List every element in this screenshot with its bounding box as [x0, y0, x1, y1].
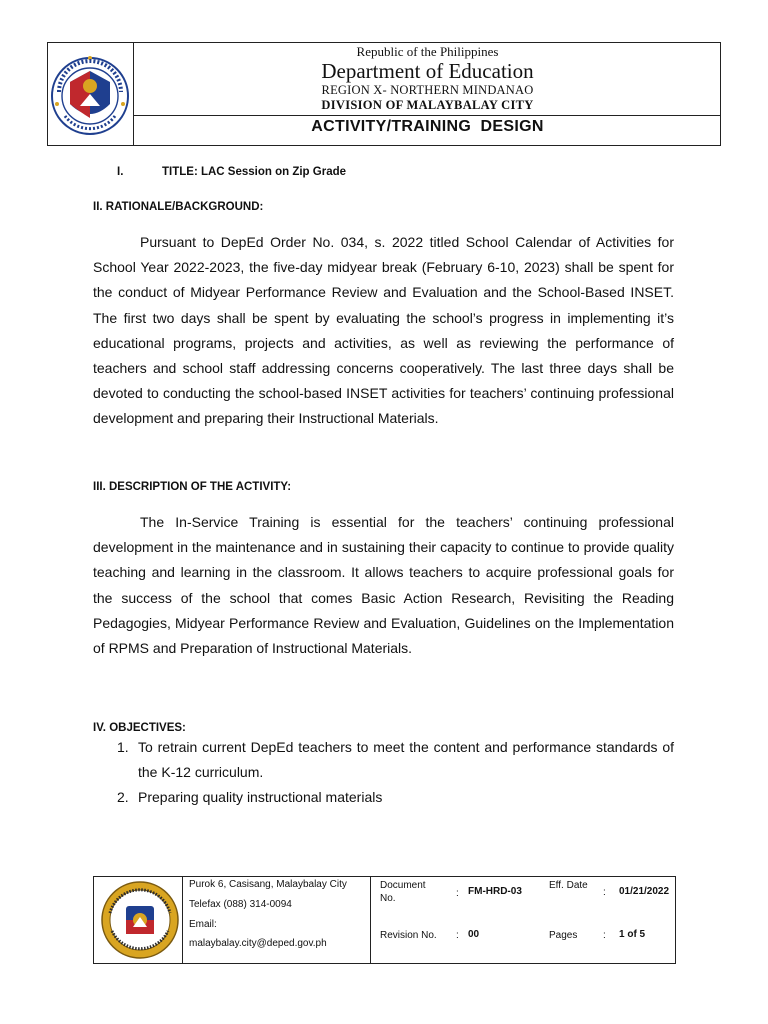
- document-no-colon: :: [456, 888, 459, 899]
- document-title: ACTIVITY/TRAINING DESIGN: [311, 118, 544, 135]
- eff-date-label: Eff. Date: [549, 880, 588, 891]
- footer-telefax: Telefax (088) 314-0094: [189, 899, 292, 910]
- revision-value: 00: [468, 929, 480, 940]
- objective-number: 1.: [117, 739, 129, 755]
- footer-address: Purok 6, Casisang, Malaybalay City: [189, 879, 347, 890]
- header-divider: [134, 115, 721, 116]
- pages-label: Pages: [549, 930, 578, 941]
- division-seal-icon: [100, 879, 180, 961]
- header-division: DIVISION OF MALAYBALAY CITY: [321, 98, 534, 112]
- description-paragraph: [93, 510, 674, 661]
- footer-divider: [182, 876, 183, 964]
- header-logo-cell: [47, 42, 134, 146]
- document-no-value: FM-HRD-03: [468, 886, 522, 897]
- objective-text: To retrain current DepEd teachers to meet the content and performance standards of the K-12 curriculum.: [138, 739, 674, 780]
- deped-seal-icon: [47, 42, 134, 146]
- footer-email-label: Email:: [189, 919, 217, 930]
- footer-email: malaybalay.city@deped.gov.ph: [189, 938, 327, 949]
- revision-colon: :: [456, 930, 459, 941]
- description-heading: III. DESCRIPTION OF THE ACTIVITY:: [93, 481, 292, 493]
- objective-item: [117, 735, 674, 785]
- revision-label: Revision No.: [380, 930, 437, 941]
- rationale-text: Pursuant to DepEd Order No. 034, s. 2022 titled School Calendar of Activities for School Year 2022-2023, the five-day midyear break (February 6-10, 2023) shall be spent for the conduct of Midyear Performance Review and Evaluation and the School-Based INSET. The first two days shall be spent by evaluating the school’s progress in implementing it’s educational programs, projects and activities, as well as reviewing the performance of teachers and school staff addressing concerns cooperatively. The last three days shall be devoted to conducting the school-based INSET activities for teachers’ continuing professional development and preparing their Instructional Materials.: [93, 234, 674, 427]
- title-section-number: I.: [117, 166, 124, 178]
- header-region: REGION X- NORTHERN MINDANAO: [321, 83, 534, 97]
- header-department: Department of Education: [321, 59, 534, 83]
- eff-date-value: 01/21/2022: [619, 886, 670, 897]
- document-no-label: Document No.: [380, 880, 426, 904]
- pages-colon: :: [603, 930, 606, 941]
- objective-number: 2.: [117, 789, 129, 805]
- rationale-paragraph: [93, 230, 674, 432]
- objectives-heading: IV. OBJECTIVES:: [93, 722, 186, 734]
- description-text: The In-Service Training is essential for the teachers’ continuing professional development in the maintenance and in sustaining their capacity to continue to provide quality teaching and learning in the classroom. It allows teachers to acquire professional goals for the success of the school that comes Basic Action Research, Revisiting the Reading Pedagogies, Midyear Performance Review and Evaluation, Guidelines on the Implementation of RPMS and Preparation of Instructional Materials.: [93, 514, 674, 657]
- eff-date-colon: :: [603, 887, 606, 898]
- objective-item: [117, 785, 674, 810]
- footer-divider: [370, 876, 371, 964]
- rationale-heading: II. RATIONALE/BACKGROUND:: [93, 201, 264, 213]
- objective-text: Preparing quality instructional materials: [138, 789, 383, 805]
- title-section-text: TITLE: LAC Session on Zip Grade: [162, 166, 347, 178]
- header-republic: Republic of the Philippines: [356, 44, 499, 59]
- pages-value: 1 of 5: [619, 929, 646, 940]
